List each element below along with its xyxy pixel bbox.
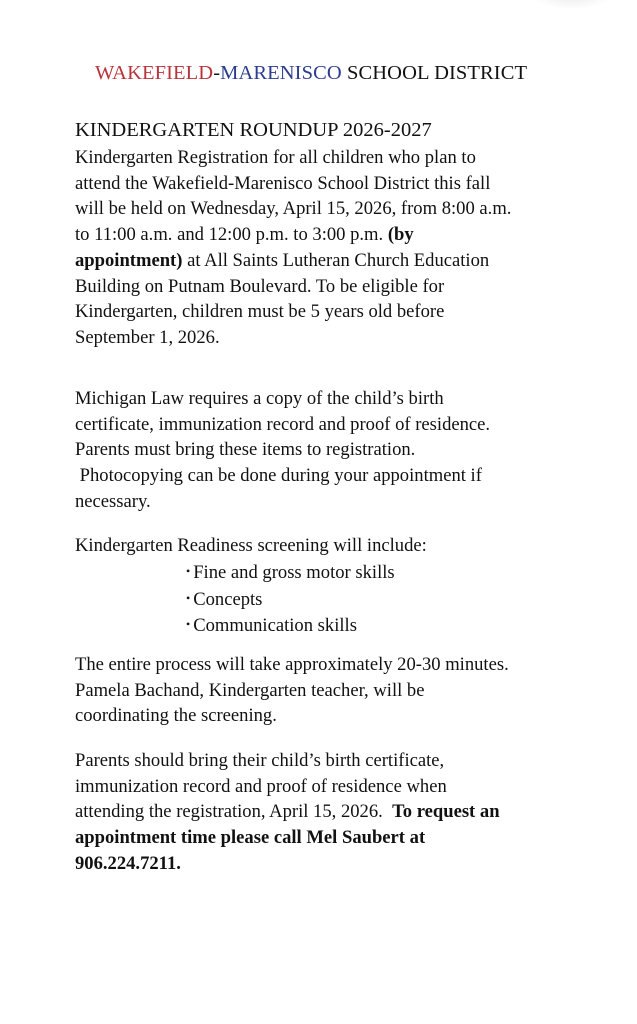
paragraph-line: Kindergarten, children must be 5 years old before [75,301,445,323]
list-item-text: Fine and gross motor skills [193,562,395,583]
list-item-text: Concepts [193,588,263,610]
corner-shadow-decoration [527,0,617,10]
list-item [186,612,395,639]
paragraph-line [75,825,605,851]
paragraph-line [75,248,605,274]
paragraph-line: The entire process will take approximately 20-30 minutes. [75,654,509,675]
district-name-marenisco: MARENISCO [220,62,342,84]
screening-intro: Kindergarten Readiness screening will include: [75,535,427,556]
paragraph-line: coordinating the screening. [75,705,277,727]
district-heading [95,60,527,86]
appointment-bold: appointment) [75,249,183,271]
paragraph-line: attend the Wakefield-Marenisco School District this fall [75,172,491,194]
by-appointment-bold: (by [387,224,414,246]
registration-paragraph [75,145,605,351]
call-contact-bold: appointment time please call Mel Saubert at [75,827,426,849]
phone-number-bold: 906.224.7211. [75,852,181,874]
paragraph-line: Photocopying can be done during your appointment if [75,465,482,487]
paragraph-line: Parents should bring their child’s birth certificate, [75,750,445,771]
request-appointment-bold: To request an [392,801,500,823]
paragraph-line: September 1, 2026. [75,326,220,348]
list-item-text: Communication skills [193,615,357,637]
requirements-paragraph [75,386,605,515]
paragraph-line: Pamela Bachand, Kindergarten teacher, will be [75,679,425,701]
paragraph-text: to 11:00 a.m. and 12:00 p.m. to 3:00 p.m. [75,224,384,246]
paragraph-line: Kindergarten Registration for all children who plan to [75,147,476,168]
screening-list [186,559,395,639]
paragraph-line: immunization record and proof of residence when [75,775,447,797]
contact-paragraph [75,748,605,877]
paragraph-line: certificate, immunization record and proof of residence. [75,413,491,435]
paragraph-line: Parents must bring these items to registration. [75,439,416,461]
paragraph-line: will be held on Wednesday, April 15, 2026, from 8:00 a.m. [75,198,512,220]
paragraph-line: Michigan Law requires a copy of the child’s birth [75,388,444,409]
list-item [186,586,395,613]
district-name-dash: - [213,62,221,84]
process-paragraph [75,652,605,729]
paragraph-line [75,799,605,825]
paragraph-line: necessary. [75,490,151,512]
paragraph-text: attending the registration, April 15, 2026. [75,801,393,823]
paragraph-line [75,851,605,877]
paragraph-line [75,222,605,248]
bullet-icon: • [186,564,191,578]
list-item [186,559,395,586]
bullet-icon: • [186,617,191,632]
paragraph-text: at All Saints Lutheran Church Education [182,249,490,271]
district-name-school-district: SCHOOL DISTRICT [341,62,528,84]
district-name-wakefield: WAKEFIELD [95,62,214,84]
page-title: KINDERGARTEN ROUNDUP 2026-2027 [75,119,432,141]
paragraph-line: Building on Putnam Boulevard. To be eligible for [75,275,445,297]
bullet-icon: • [186,590,191,605]
